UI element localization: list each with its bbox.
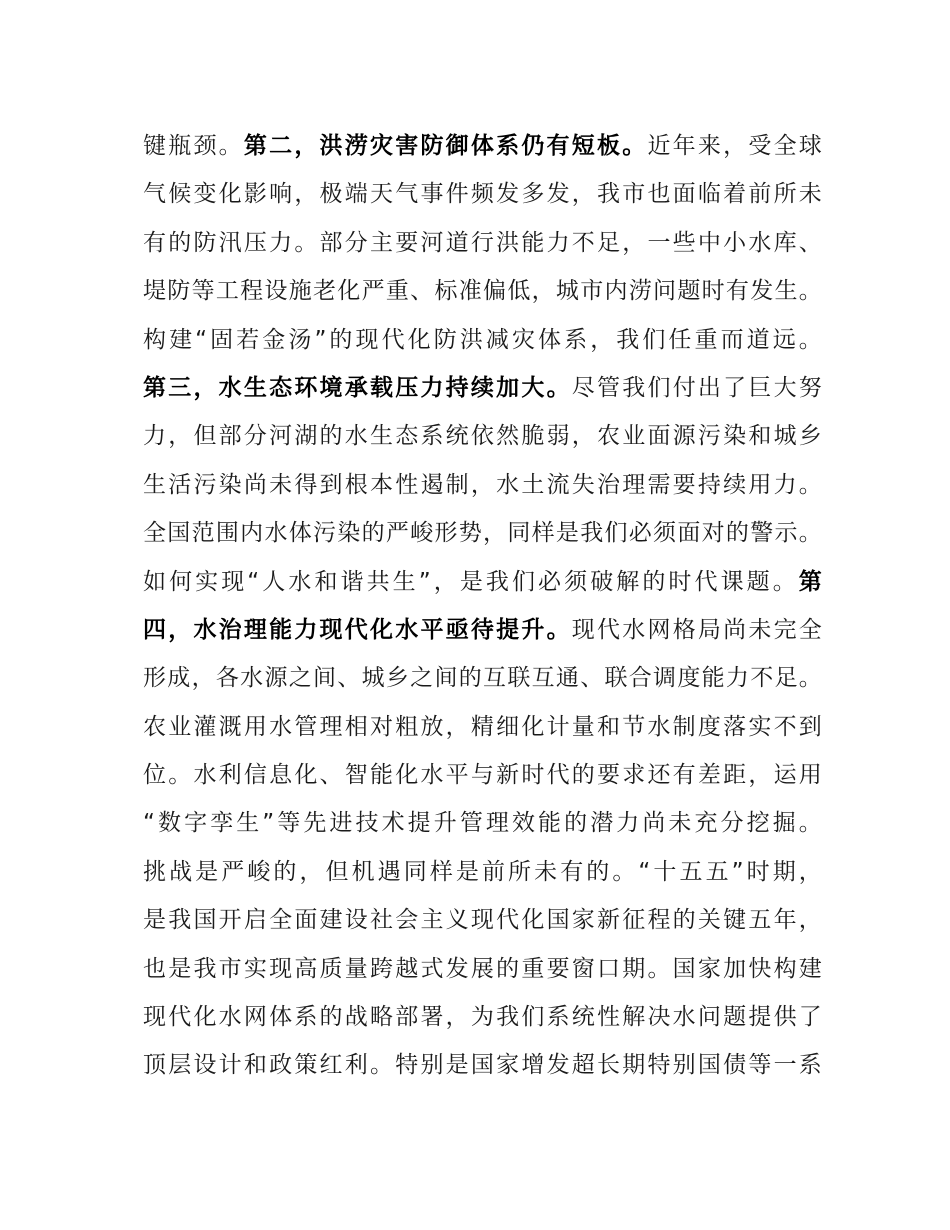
body-text-run: 堤防等工程设施老化严重、标准偏低，城市内涝问题时有发生。 [143, 278, 823, 305]
text-line [143, 606, 823, 654]
body-text-run: 尽管我们付出了巨大努 [571, 374, 824, 401]
body-text-run: 生活污染尚未得到根本性遏制，水土流失治理需要持续用力。 [143, 471, 823, 498]
bold-heading-text: 第三，水生态环境承载压力持续加大。 [143, 374, 572, 401]
body-text-run: 有的防汛压力。部分主要河道行洪能力不足，一些中小水库、 [143, 229, 823, 256]
body-text-run: 农业灌溉用水管理相对粗放，精细化计量和节水制度落实不到 [143, 713, 823, 740]
body-text-run: 顶层设计和政策红利。特别是国家增发超长期特别国债等一系 [143, 1052, 823, 1079]
text-line [143, 654, 823, 702]
text-line [143, 1041, 823, 1089]
bold-heading-text: 四，水治理能力现代化水平亟待提升。 [143, 616, 572, 643]
text-line [143, 267, 823, 315]
text-line [143, 703, 823, 751]
bold-heading-text: 第 [798, 568, 823, 595]
text-line [143, 993, 823, 1041]
body-text-run: 构建“固若金汤”的现代化防洪减灾体系，我们任重而道远。 [143, 326, 823, 353]
body-text-run: 形成，各水源之间、城乡之间的互联互通、联合调度能力不足。 [143, 665, 823, 692]
text-line [143, 364, 823, 412]
text-line [143, 751, 823, 799]
text-line [143, 509, 823, 557]
body-text-run: 近年来，受全球 [647, 133, 823, 159]
body-text-run: 是我国开启全面建设社会主义现代化国家新征程的关键五年， [143, 907, 823, 934]
text-line [143, 896, 823, 944]
text-line [143, 558, 823, 606]
body-text-run: 键瓶颈。 [143, 133, 244, 159]
body-text-run: 位。水利信息化、智能化水平与新时代的要求还有差距，运用 [143, 762, 823, 789]
text-line [143, 170, 823, 218]
body-text-run: 挑战是严峻的，但机遇同样是前所未有的。“十五五”时期， [143, 858, 823, 885]
text-line [143, 316, 823, 364]
body-text-run: 如何实现“人水和谐共生”，是我们必须破解的时代课题。 [143, 568, 799, 595]
body-text-run: 也是我市实现高质量跨越式发展的重要窗口期。国家加快构建 [143, 955, 823, 982]
text-line [143, 219, 823, 267]
text-line [143, 412, 823, 460]
body-text-run: “数字孪生”等先进技术提升管理效能的潜力尚未充分挖掘。 [143, 810, 823, 837]
body-text [143, 122, 823, 1090]
body-text-run: 全国范围内水体污染的严峻形势，同样是我们必须面对的警示。 [143, 520, 823, 547]
text-line [143, 848, 823, 896]
text-line [143, 122, 823, 170]
text-line [143, 945, 823, 993]
bold-heading-text: 第二，洪涝灾害防御体系仍有短板。 [243, 133, 648, 159]
body-text-run: 现代化水网体系的战略部署，为我们系统性解决水问题提供了 [143, 1004, 823, 1031]
body-text-run: 气候变化影响，极端天气事件频发多发，我市也面临着前所未 [143, 181, 823, 208]
text-line [143, 461, 823, 509]
text-line [143, 799, 823, 847]
body-text-run: 力，但部分河湖的水生态系统依然脆弱，农业面源污染和城乡 [143, 423, 823, 450]
body-text-run: 现代水网格局尚未完全 [571, 616, 824, 643]
